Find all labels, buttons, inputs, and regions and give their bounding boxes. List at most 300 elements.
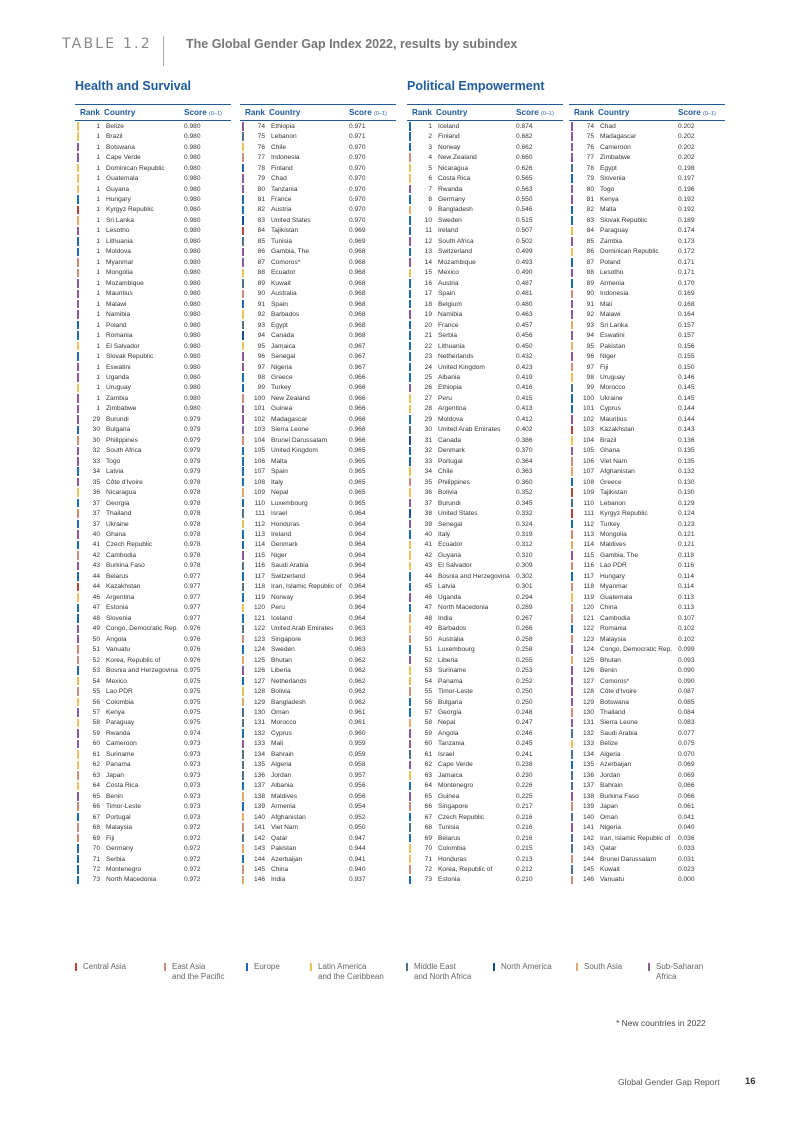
rank-cell: 30: [92, 436, 100, 444]
country-cell: Canada: [271, 332, 295, 340]
table-row: [240, 289, 396, 299]
rank-cell: 75: [586, 133, 594, 141]
score-cell: 0.975: [184, 688, 201, 696]
country-cell: Jordan: [600, 771, 621, 779]
country-cell: Nicaragua: [106, 489, 137, 497]
table-row: [407, 508, 563, 518]
region-marker: [409, 530, 411, 539]
region-marker: [571, 562, 573, 571]
region-marker: [77, 792, 79, 801]
table-row: [569, 247, 725, 257]
region-marker: [77, 855, 79, 864]
table-row: [407, 749, 563, 759]
region-marker: [571, 750, 573, 759]
region-marker: [242, 687, 244, 696]
table-row: [240, 393, 396, 403]
country-cell: South Africa: [106, 447, 142, 455]
table-header: [407, 104, 563, 121]
country-cell: Malta: [271, 457, 288, 465]
region-marker: [77, 865, 79, 874]
score-cell: 0.964: [349, 614, 366, 622]
score-cell: 0.976: [184, 646, 201, 654]
rank-cell: 77: [257, 154, 265, 162]
table-row: [569, 833, 725, 843]
table-row: [75, 791, 231, 801]
region-marker: [77, 426, 79, 435]
political-table-left: [407, 104, 563, 885]
region-marker: [77, 185, 79, 194]
score-cell: 0.980: [184, 384, 201, 392]
region-marker: [409, 216, 411, 225]
rank-cell: 4: [428, 154, 432, 162]
score-cell: 0.968: [349, 300, 366, 308]
country-cell: Chad: [600, 122, 616, 130]
region-marker: [571, 499, 573, 508]
region-marker: [409, 708, 411, 717]
region-marker: [242, 342, 244, 351]
country-cell: Brunei Darussalam: [271, 436, 328, 444]
table-row: [75, 152, 231, 162]
rank-cell: 121: [582, 614, 594, 622]
region-marker: [242, 321, 244, 330]
score-cell: 0.116: [678, 562, 695, 570]
rank-cell: 27: [424, 394, 432, 402]
rank-cell: 125: [253, 656, 265, 664]
rank-cell: 130: [253, 708, 265, 716]
region-marker: [77, 635, 79, 644]
region-marker: [242, 813, 244, 822]
table-row: [569, 173, 725, 183]
score-cell: 0.974: [184, 729, 201, 737]
score-cell: 0.515: [516, 216, 533, 224]
table-row: [75, 843, 231, 853]
rank-cell: 49: [424, 625, 432, 633]
score-cell: 0.210: [516, 876, 533, 884]
table-row: [75, 686, 231, 696]
score-cell: 0.964: [349, 593, 366, 601]
region-marker: [571, 855, 573, 864]
region-marker: [242, 426, 244, 435]
region-marker: [409, 719, 411, 728]
country-cell: Egypt: [271, 321, 288, 329]
region-marker: [77, 719, 79, 728]
rank-cell: 61: [424, 750, 432, 758]
score-cell: 0.973: [184, 771, 201, 779]
table-row: [75, 644, 231, 654]
score-cell: 0.085: [678, 698, 695, 706]
country-cell: Maldives: [600, 541, 627, 549]
region-marker: [571, 488, 573, 497]
country-cell: Moldova: [106, 248, 131, 256]
table-row: [240, 728, 396, 738]
rank-cell: 78: [586, 164, 594, 172]
table-row: [569, 257, 725, 267]
rank-cell: 1: [96, 185, 100, 193]
score-cell: 0.565: [516, 175, 533, 183]
score-cell: 0.972: [184, 824, 201, 832]
rank-cell: 12: [424, 237, 432, 245]
score-cell: 0.941: [349, 855, 366, 863]
rank-cell: 67: [424, 813, 432, 821]
country-cell: France: [438, 321, 459, 329]
rank-cell: 127: [582, 677, 594, 685]
table-row: [75, 257, 231, 267]
region-marker: [242, 750, 244, 759]
score-cell: 0.000: [678, 876, 695, 884]
score-header-label: Score: [184, 108, 207, 117]
region-marker: [409, 143, 411, 152]
region-marker: [77, 530, 79, 539]
score-cell: 0.129: [678, 499, 695, 507]
country-cell: Guyana: [106, 185, 130, 193]
region-marker: [571, 174, 573, 183]
score-cell: 0.968: [349, 258, 366, 266]
region-marker: [409, 761, 411, 770]
country-cell: Slovenia: [600, 175, 626, 183]
region-marker: [409, 813, 411, 822]
section-title-health: Health and Survival: [75, 79, 192, 93]
table-row: [407, 571, 563, 581]
table-row: [569, 226, 725, 236]
region-marker: [571, 635, 573, 644]
score-header-label: Score: [349, 108, 372, 117]
table-row: [569, 613, 725, 623]
region-marker: [242, 132, 244, 141]
score-cell: 0.956: [349, 782, 366, 790]
country-cell: Switzerland: [438, 248, 473, 256]
region-marker: [242, 520, 244, 529]
country-cell: Cyprus: [600, 405, 621, 413]
country-cell: Brazil: [106, 133, 123, 141]
region-marker: [77, 164, 79, 173]
country-cell: Lao PDR: [106, 688, 133, 696]
score-cell: 0.947: [349, 834, 366, 842]
country-cell: Czech Republic: [106, 541, 153, 549]
country-cell: Israel: [271, 510, 288, 518]
country-cell: Iran, Islamic Republic of: [271, 583, 342, 591]
country-cell: Qatar: [271, 834, 288, 842]
table-row: [407, 812, 563, 822]
region-marker: [77, 237, 79, 246]
table-row: [569, 540, 725, 550]
region-marker: [77, 258, 79, 267]
region-marker: [77, 698, 79, 707]
rank-cell: 48: [92, 614, 100, 622]
country-cell: Spain: [271, 300, 288, 308]
score-cell: 0.980: [184, 300, 201, 308]
score-cell: 0.959: [349, 740, 366, 748]
table-row: [75, 487, 231, 497]
region-marker: [77, 321, 79, 330]
rank-cell: 134: [582, 750, 594, 758]
legend-label: South Asia: [584, 962, 623, 971]
country-cell: Sri Lanka: [106, 216, 134, 224]
region-marker: [77, 583, 79, 592]
table-row: [75, 383, 231, 393]
table-row: [407, 215, 563, 225]
score-cell: 0.944: [349, 845, 366, 853]
region-marker: [571, 813, 573, 822]
country-cell: Malaysia: [106, 824, 133, 832]
country-cell: Bolivia: [271, 688, 291, 696]
score-cell: 0.124: [678, 510, 695, 518]
rank-cell: 32: [92, 447, 100, 455]
table-row: [240, 801, 396, 811]
score-cell: 0.958: [349, 761, 366, 769]
rank-cell: 139: [582, 803, 594, 811]
country-cell: Germany: [106, 845, 134, 853]
score-cell: 0.980: [184, 206, 201, 214]
score-cell: 0.978: [184, 478, 201, 486]
country-cell: Qatar: [600, 845, 617, 853]
table-row: [407, 236, 563, 246]
table-row: [75, 508, 231, 518]
score-cell: 0.980: [184, 133, 201, 141]
rank-cell: 28: [424, 405, 432, 413]
score-cell: 0.216: [516, 824, 533, 832]
table-row: [569, 236, 725, 246]
table-row: [569, 278, 725, 288]
country-cell: Guyana: [438, 551, 462, 559]
rank-cell: 42: [92, 551, 100, 559]
rank-cell: 105: [253, 447, 265, 455]
region-marker: [77, 467, 79, 476]
table-row: [569, 686, 725, 696]
region-marker: [409, 666, 411, 675]
region-marker: [242, 677, 244, 686]
rank-cell: 146: [253, 876, 265, 884]
region-marker: [409, 352, 411, 361]
score-cell: 0.967: [349, 363, 366, 371]
score-cell: 0.090: [678, 667, 695, 675]
table-row: [240, 875, 396, 885]
table-row: [75, 728, 231, 738]
region-marker: [77, 405, 79, 414]
country-cell: Japan: [600, 803, 618, 811]
region-marker: [571, 698, 573, 707]
region-marker: [409, 499, 411, 508]
region-marker: [571, 625, 573, 634]
rank-cell: 52: [424, 656, 432, 664]
table-row: [569, 425, 725, 435]
rank-cell: 35: [92, 478, 100, 486]
score-cell: 0.230: [516, 771, 533, 779]
table-row: [569, 289, 725, 299]
country-cell: Turkey: [600, 520, 620, 528]
rank-cell: 78: [257, 164, 265, 172]
score-cell: 0.968: [349, 311, 366, 319]
country-cell: Senegal: [271, 353, 296, 361]
rank-cell: 71: [92, 855, 100, 863]
region-marker: [571, 216, 573, 225]
rank-cell: 138: [253, 792, 265, 800]
country-cell: Latvia: [438, 583, 456, 591]
table-row: [240, 582, 396, 592]
score-cell: 0.121: [678, 531, 695, 539]
table-row: [407, 760, 563, 770]
region-marker: [571, 520, 573, 529]
region-marker: [77, 174, 79, 183]
table-row: [75, 456, 231, 466]
rank-cell: 138: [582, 792, 594, 800]
score-header-unit: (0–1): [541, 111, 554, 117]
table-row: [240, 383, 396, 393]
rank-cell: 1: [96, 196, 100, 204]
table-row: [240, 362, 396, 372]
rank-cell: 1: [96, 164, 100, 172]
table-row: [240, 152, 396, 162]
table-row: [240, 226, 396, 236]
rank-cell: 1: [96, 258, 100, 266]
score-cell: 0.113: [678, 604, 695, 612]
rank-cell: 65: [424, 792, 432, 800]
rank-cell: 79: [257, 175, 265, 183]
rank-header: Rank: [573, 108, 594, 117]
score-cell: 0.977: [184, 604, 201, 612]
country-cell: Cape Verde: [438, 761, 473, 769]
score-cell: 0.069: [678, 761, 695, 769]
score-cell: 0.255: [516, 656, 533, 664]
country-cell: Niger: [271, 551, 287, 559]
score-cell: 0.940: [349, 866, 366, 874]
country-cell: Albania: [438, 373, 460, 381]
score-cell: 0.980: [184, 269, 201, 277]
country-cell: Kyrgyz Republic: [600, 510, 648, 518]
region-marker: [242, 478, 244, 487]
rank-cell: 38: [424, 510, 432, 518]
table-row: [407, 739, 563, 749]
country-cell: Greece: [600, 478, 622, 486]
score-cell: 0.202: [678, 133, 695, 141]
score-cell: 0.966: [349, 373, 366, 381]
score-cell: 0.660: [516, 154, 533, 162]
region-marker: [409, 677, 411, 686]
table-row: [569, 728, 725, 738]
country-cell: Italy: [438, 531, 451, 539]
rank-cell: 100: [582, 394, 594, 402]
region-marker: [242, 363, 244, 372]
score-cell: 0.972: [184, 834, 201, 842]
country-cell: Romania: [600, 625, 627, 633]
rank-cell: 142: [253, 834, 265, 842]
region-marker: [571, 195, 573, 204]
region-marker: [409, 132, 411, 141]
score-cell: 0.973: [184, 792, 201, 800]
legend-item: [75, 962, 126, 972]
country-cell: El Salvador: [438, 562, 472, 570]
country-cell: Colombia: [438, 845, 466, 853]
country-cell: Hungary: [106, 196, 131, 204]
table-row: [240, 791, 396, 801]
score-cell: 0.197: [678, 175, 695, 183]
region-marker: [409, 802, 411, 811]
country-cell: Uruguay: [106, 384, 131, 392]
rank-cell: 85: [257, 237, 265, 245]
country-cell: Tanzania: [438, 740, 465, 748]
region-marker: [77, 844, 79, 853]
table-row: [569, 309, 725, 319]
score-cell: 0.144: [678, 415, 695, 423]
score-cell: 0.241: [516, 750, 533, 758]
rank-cell: 123: [253, 635, 265, 643]
country-cell: Tajikistan: [271, 227, 299, 235]
rank-cell: 99: [586, 384, 594, 392]
country-cell: Peru: [438, 394, 452, 402]
region-marker: [571, 426, 573, 435]
table-row: [75, 163, 231, 173]
rank-cell: 1: [96, 216, 100, 224]
country-cell: Poland: [106, 321, 127, 329]
rank-cell: 68: [424, 824, 432, 832]
country-cell: Ireland: [271, 531, 292, 539]
score-cell: 0.099: [678, 646, 695, 654]
rank-cell: 87: [586, 258, 594, 266]
region-legend: [75, 962, 715, 992]
rank-cell: 37: [92, 499, 100, 507]
political-table-right: [569, 104, 725, 885]
region-marker: [77, 269, 79, 278]
country-cell: Lithuania: [438, 342, 465, 350]
rank-cell: 57: [424, 708, 432, 716]
score-cell: 0.977: [184, 583, 201, 591]
country-cell: Finland: [438, 133, 460, 141]
score-cell: 0.423: [516, 363, 533, 371]
table-row: [407, 843, 563, 853]
rank-cell: 120: [253, 604, 265, 612]
region-marker: [571, 583, 573, 592]
rank-cell: 6: [428, 175, 432, 183]
region-marker: [409, 625, 411, 634]
rank-cell: 107: [253, 468, 265, 476]
legend-item: [493, 962, 552, 972]
rank-cell: 54: [92, 677, 100, 685]
country-cell: Albania: [271, 782, 293, 790]
country-cell: Pakistan: [271, 845, 297, 853]
score-cell: 0.213: [516, 855, 533, 863]
country-cell: Mexico: [106, 677, 127, 685]
country-cell: Afghanistan: [600, 468, 635, 476]
country-cell: Philippines: [438, 478, 470, 486]
region-marker: [242, 310, 244, 319]
score-cell: 0.225: [516, 792, 533, 800]
rank-cell: 140: [582, 813, 594, 821]
table-row: [75, 875, 231, 885]
region-marker: [242, 488, 244, 497]
table-row: [240, 236, 396, 246]
score-cell: 0.952: [349, 813, 366, 821]
country-cell: Mongolia: [600, 531, 627, 539]
rank-cell: 111: [254, 510, 265, 518]
region-marker: [242, 792, 244, 801]
country-cell: Malta: [600, 206, 617, 214]
score-cell: 0.962: [349, 677, 366, 685]
country-cell: Armenia: [271, 803, 296, 811]
rank-cell: 23: [424, 353, 432, 361]
rank-header: Rank: [79, 108, 100, 117]
rank-cell: 113: [583, 531, 594, 539]
rank-cell: 101: [582, 405, 594, 413]
country-cell: Slovak Republic: [600, 216, 648, 224]
region-marker: [242, 782, 244, 791]
score-cell: 0.319: [516, 531, 533, 539]
region-marker: [571, 227, 573, 236]
rank-cell: 129: [582, 698, 594, 706]
table-row: [240, 268, 396, 278]
score-cell: 0.258: [516, 635, 533, 643]
region-marker: [77, 384, 79, 393]
rank-cell: 75: [257, 133, 265, 141]
region-marker: [77, 771, 79, 780]
